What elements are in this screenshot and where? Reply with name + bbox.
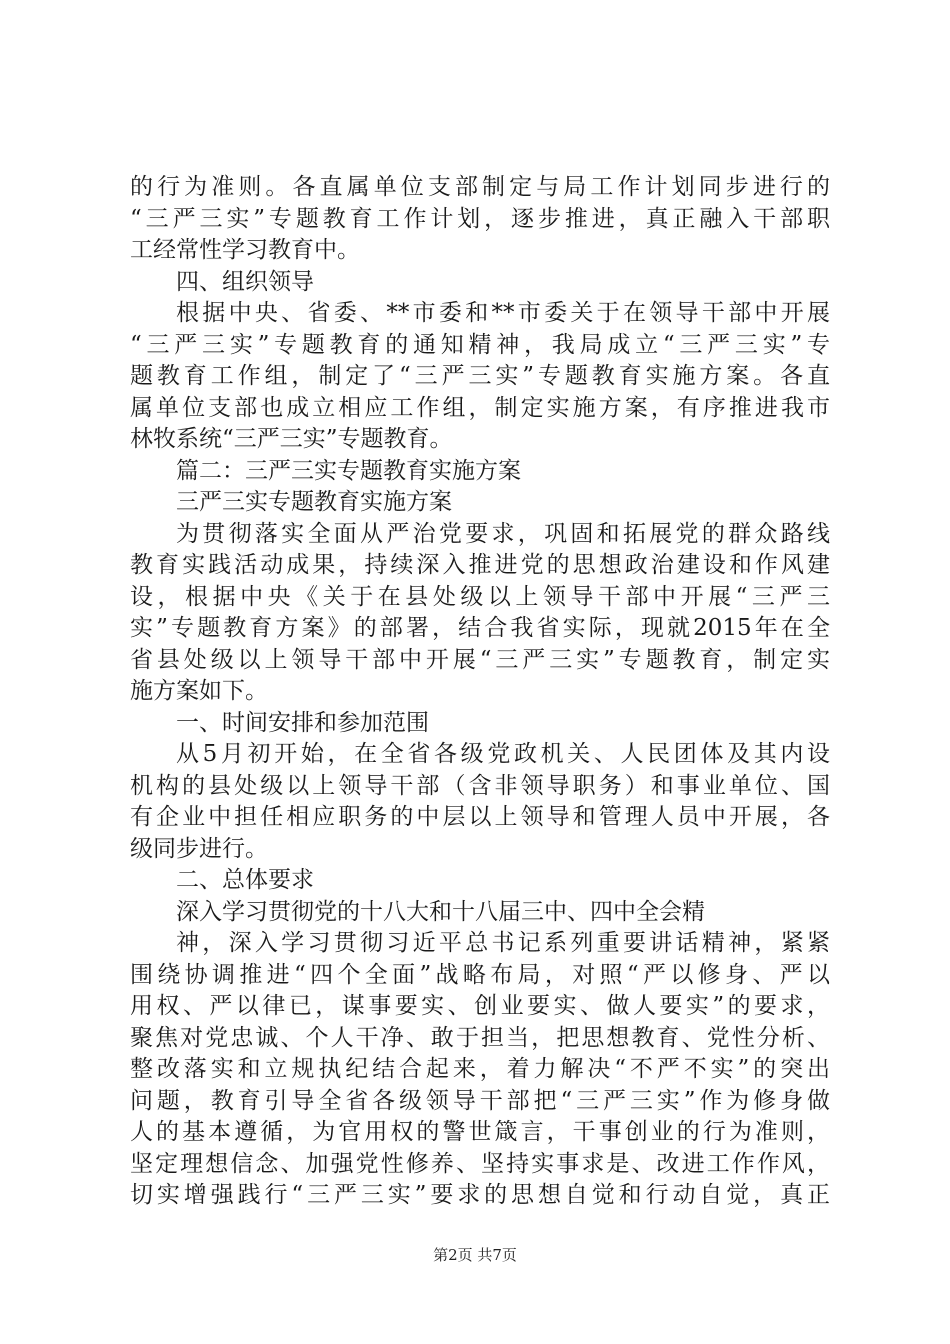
text-line: 篇二：三严三实专题教育实施方案 — [176, 457, 521, 484]
text-line: “三严三实”专题教育工作计划，逐步推进，真正融入干部职 — [130, 205, 830, 232]
text-line: 机构的县处级以上领导干部（含非领导职务）和事业单位、国 — [130, 772, 830, 799]
text-line: 属单位支部也成立相应工作组，制定实施方案，有序推进我市 — [130, 394, 830, 421]
text-line: 省县处级以上领导干部中开展“三严三实”专题教育，制定实 — [130, 646, 830, 673]
text-line: 实”专题教育方案》的部署，结合我省实际，现就2015年在全 — [130, 615, 830, 641]
text-line: 二、总体要求 — [176, 867, 314, 893]
text-line: “三严三实”专题教育的通知精神，我局成立“三严三实”专 — [130, 331, 830, 358]
text-line: 从5月初开始，在全省各级党政机关、人民团体及其内设 — [176, 741, 830, 767]
page-footer: 第2页 共7页 — [433, 1246, 517, 1264]
text-line: 施方案如下。 — [130, 678, 268, 704]
text-line: 设，根据中央《关于在县处级以上领导干部中开展“三严三 — [130, 583, 830, 610]
document-body — [130, 172, 830, 1212]
text-line: 切实增强践行“三严三实”要求的思想自觉和行动自觉，真正 — [130, 1182, 830, 1208]
text-line: 整改落实和立规执纪结合起来，着力解决“不严不实”的突出 — [130, 1056, 830, 1082]
text-line: 的行为准则。各直属单位支部制定与局工作计划同步进行的 — [130, 174, 830, 200]
text-line: 题教育工作组，制定了“三严三实”专题教育实施方案。各直 — [130, 363, 830, 389]
text-line: 根据中央、省委、**市委和**市委关于在领导干部中开展 — [176, 300, 830, 326]
text-line: 为贯彻落实全面从严治党要求，巩固和拓展党的群众路线 — [176, 520, 830, 547]
text-line: 一、时间安排和参加范围 — [176, 709, 429, 736]
text-line: 级同步进行。 — [130, 835, 268, 862]
text-line: 用权、严以律已，谋事要实、创业要实、做人要实”的要求， — [130, 993, 830, 1019]
text-line: 有企业中担任相应职务的中层以上领导和管理人员中开展，各 — [130, 804, 830, 830]
text-line: 聚焦对党忠诚、个人干净、敢于担当，把思想教育、党性分析、 — [130, 1024, 830, 1051]
text-line: 围绕协调推进“四个全面”战略布局，对照“严以修身、严以 — [130, 961, 830, 988]
text-line: 深入学习贯彻党的十八大和十八届三中、四中全会精 — [176, 898, 705, 925]
text-line: 工经常性学习教育中。 — [130, 237, 360, 263]
text-line: 神，深入学习贯彻习近平总书记系列重要讲话精神，紧紧 — [176, 930, 830, 956]
text-line: 四、组织领导 — [176, 268, 314, 295]
text-line: 三严三实专题教育实施方案 — [176, 489, 452, 515]
text-line: 教育实践活动成果，持续深入推进党的思想政治建设和作风建 — [130, 552, 830, 578]
text-line: 人的基本遵循，为官用权的警世箴言，干事创业的行为准则， — [130, 1119, 830, 1145]
text-line: 林牧系统“三严三实”专题教育。 — [130, 426, 453, 452]
text-line: 坚定理想信念、加强党性修养、坚持实事求是、改进工作作风， — [130, 1150, 830, 1177]
text-line: 问题，教育引导全省各级领导干部把“三严三实”作为修身做 — [130, 1087, 830, 1114]
